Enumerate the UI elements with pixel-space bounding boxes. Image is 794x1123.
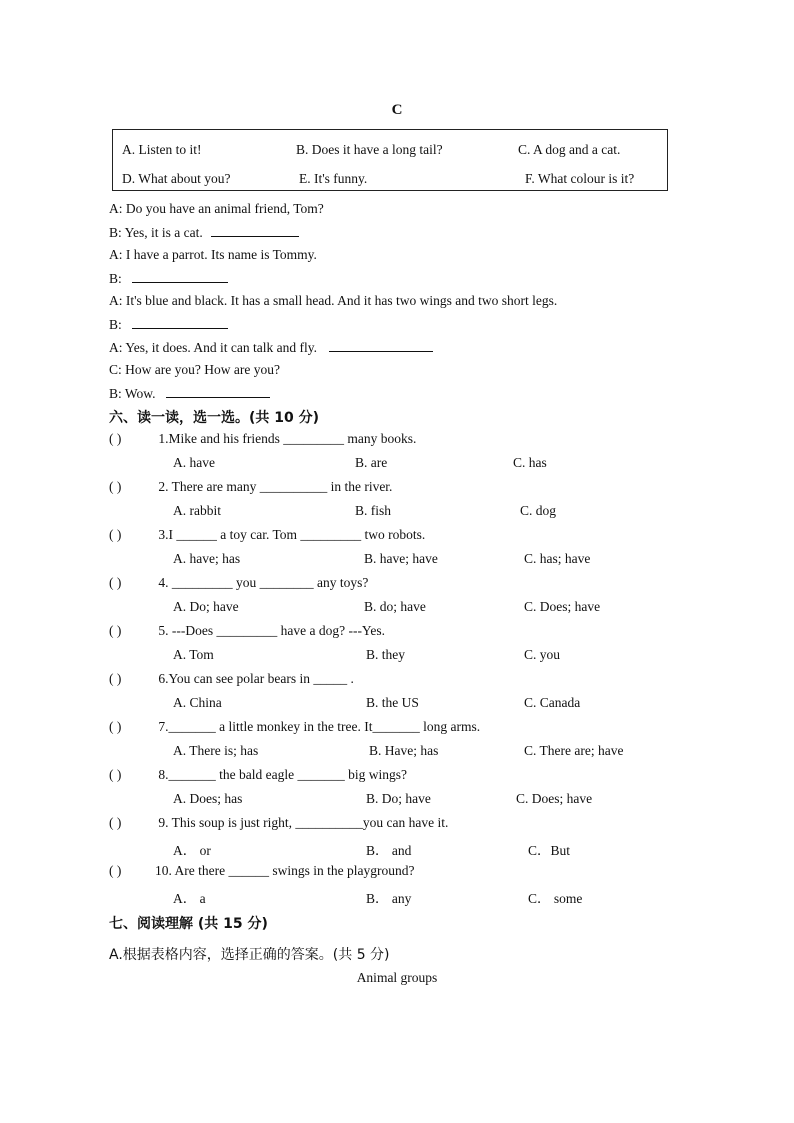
choice-b: B． and: [366, 843, 412, 858]
choice-b: B. Have; has: [369, 743, 439, 758]
answer-blank[interactable]: [132, 270, 228, 283]
choice-c: C. you: [524, 647, 561, 662]
answer-blank[interactable]: [329, 339, 433, 352]
answer-blank[interactable]: [132, 316, 228, 329]
question-stem: 1.Mike and his friends _________ many books.: [155, 431, 417, 446]
answer-paren[interactable]: ( ): [109, 575, 122, 590]
answer-paren[interactable]: ( ): [109, 623, 122, 638]
choice-a: A. rabbit: [173, 503, 221, 518]
dialogue-line: B:: [109, 316, 228, 333]
choice-c: C. There are; have: [524, 743, 624, 758]
section-7-heading: 七、阅读理解 (共 15 分): [109, 916, 268, 932]
answer-blank[interactable]: [166, 385, 270, 398]
option-f: F. What colour is it?: [525, 171, 635, 186]
option-b: B. Does it have a long tail?: [296, 142, 443, 157]
option-a: A. Listen to it!: [122, 142, 202, 157]
choice-b: B. are: [355, 455, 388, 470]
section-7a-subheading: A.根据表格内容，选择正确的答案。(共 5 分): [109, 947, 390, 963]
question-stem: 2. There are many __________ in the river.: [155, 479, 393, 494]
dialogue-line: C: How are you? How are you?: [109, 362, 280, 377]
question-stem: 8._______ the bald eagle _______ big wings?: [155, 767, 407, 782]
question-row: [109, 719, 480, 735]
question-stem: 7._______ a little monkey in the tree. It_______ long arms.: [155, 719, 481, 734]
dialogue-line: B: Yes, it is a cat.: [109, 224, 299, 241]
choice-c: C. dog: [520, 503, 557, 518]
choice-c: C. Does; have: [524, 599, 601, 614]
question-stem: 10. Are there ______ swings in the playground?: [155, 863, 415, 878]
section-c-letter: C: [391, 102, 403, 118]
question-row: [109, 863, 414, 879]
choice-a: A. have; has: [173, 551, 241, 566]
question-row: [109, 671, 354, 687]
choice-b: B. fish: [355, 503, 392, 518]
choice-a: A. There is; has: [173, 743, 259, 758]
dialogue-line: A: It's blue and black. It has a small head. And it has two wings and two short legs.: [109, 293, 558, 308]
question-row: [109, 623, 385, 639]
choice-c: C． some: [528, 891, 583, 906]
choice-a: A. Tom: [173, 647, 214, 662]
table-caption: Animal groups: [356, 970, 438, 985]
dialogue-line: B: Wow.: [109, 385, 270, 402]
answer-paren[interactable]: ( ): [109, 815, 122, 830]
section-6-heading: 六、读一读，选一选。(共 10 分): [109, 410, 320, 426]
choice-b: B. Do; have: [366, 791, 431, 806]
dialogue-line: B:: [109, 270, 228, 287]
choice-b: B. have; have: [364, 551, 438, 566]
question-row: [109, 815, 448, 831]
dialogue-line: A: Yes, it does. And it can talk and fly.: [109, 339, 433, 356]
dialogue-line: A: Do you have an animal friend, Tom?: [109, 201, 324, 216]
answer-paren[interactable]: ( ): [109, 671, 122, 686]
choice-a: A． or: [173, 843, 211, 858]
question-row: [109, 479, 392, 495]
option-e: E. It's funny.: [299, 171, 368, 186]
choice-c: C. has; have: [524, 551, 591, 566]
answer-paren[interactable]: ( ): [109, 431, 122, 446]
choice-b: B. the US: [366, 695, 419, 710]
choice-a: A. Do; have: [173, 599, 239, 614]
choice-b: B． any: [366, 891, 412, 906]
choice-c: C. has: [513, 455, 547, 470]
question-row: [109, 527, 425, 543]
choice-b: B. do; have: [364, 599, 426, 614]
answer-blank[interactable]: [211, 224, 299, 237]
option-c: C. A dog and a cat.: [518, 142, 621, 157]
question-stem: 3.I ______ a toy car. Tom _________ two robots.: [155, 527, 426, 542]
choice-c: C. Canada: [524, 695, 581, 710]
choice-a: A. China: [173, 695, 222, 710]
answer-paren[interactable]: ( ): [109, 863, 122, 878]
question-row: [109, 767, 407, 783]
answer-paren[interactable]: ( ): [109, 479, 122, 494]
option-d: D. What about you?: [122, 171, 231, 186]
question-stem: 5. ---Does _________ have a dog? ---Yes.: [155, 623, 385, 638]
dialogue-line: A: I have a parrot. Its name is Tommy.: [109, 247, 317, 262]
question-stem: 9. This soup is just right, __________you can have it.: [155, 815, 449, 830]
answer-paren[interactable]: ( ): [109, 527, 122, 542]
question-stem: 6.You can see polar bears in _____ .: [155, 671, 354, 686]
choice-a: A. have: [173, 455, 215, 470]
answer-paren[interactable]: ( ): [109, 719, 122, 734]
question-row: [109, 431, 416, 447]
choice-b: B. they: [366, 647, 405, 662]
options-box: [112, 129, 668, 191]
choice-c: C．But: [528, 843, 571, 858]
answer-paren[interactable]: ( ): [109, 767, 122, 782]
choice-c: C. Does; have: [516, 791, 593, 806]
question-row: [109, 575, 368, 591]
choice-a: A. Does; has: [173, 791, 243, 806]
question-stem: 4. _________ you ________ any toys?: [155, 575, 369, 590]
choice-a: A． a: [173, 891, 206, 906]
